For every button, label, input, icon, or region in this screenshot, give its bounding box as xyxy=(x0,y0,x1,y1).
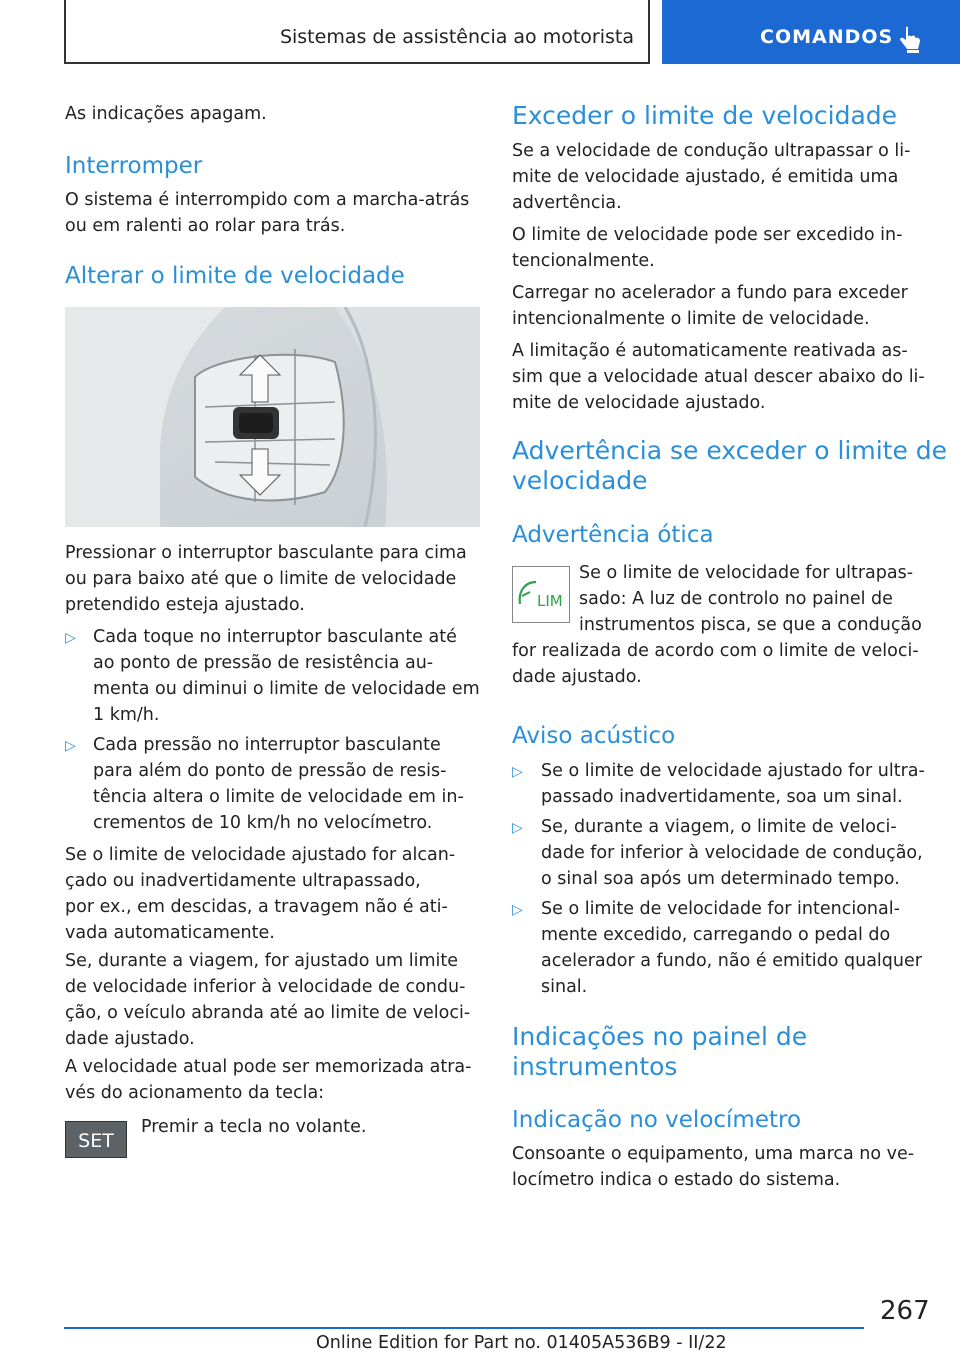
right-bullet3-line-3: acelerador a fundo, não é emitido qualquer xyxy=(541,951,922,971)
otica-line-4: for realizada de acordo com o limite de veloci- xyxy=(512,641,919,661)
page-number: 267 xyxy=(880,1296,930,1326)
alcancado-line-2: çado ou inadvertidamente ultrapassado, xyxy=(65,871,421,891)
heading-exceder: Exceder o limite de velocidade xyxy=(512,101,898,130)
viagem-line-2: de velocidade inferior à velocidade de condu- xyxy=(65,977,466,997)
limitacao-line-1: A limitação é automaticamente reativada as- xyxy=(512,341,908,361)
premir-text: Premir a tecla no volante. xyxy=(141,1117,367,1137)
left-bullet2-line-1: Cada pressão no interruptor basculante xyxy=(93,735,441,755)
exceder-line-2: mite de velocidade ajustado, é emitida uma xyxy=(512,167,899,187)
memorizada-line-1: A velocidade atual pode ser memorizada atra- xyxy=(65,1057,472,1077)
footer-divider xyxy=(64,1327,864,1329)
bullet-triangle-icon: ▷ xyxy=(512,820,523,836)
viagem-line-1: Se, durante a viagem, for ajustado um limite xyxy=(65,951,459,971)
bullet-triangle-icon: ▷ xyxy=(512,902,523,918)
steering-wheel-switch-image xyxy=(65,307,480,527)
heading-velocimetro: Indicação no velocímetro xyxy=(512,1107,802,1133)
left-bullet2-line-2: para além do ponto de pressão de resis- xyxy=(93,761,447,781)
footer-edition-text: Online Edition for Part no. 01405A536B9 - II/22 xyxy=(316,1333,727,1353)
speed-limit-warning-icon xyxy=(512,566,570,623)
consoante-line-2: locímetro indica o estado do sistema. xyxy=(512,1170,841,1190)
consoante-line-1: Consoante o equipamento, uma marca no ve- xyxy=(512,1144,915,1164)
bullet-triangle-icon: ▷ xyxy=(65,630,76,646)
left-bullet1-line-1: Cada toque no interruptor basculante até xyxy=(93,627,457,647)
right-bullet1-line-2: passado inadvertidamente, soa um sinal. xyxy=(541,787,903,807)
set-key-icon xyxy=(65,1121,127,1158)
viagem-line-3: ção, o veículo abranda até ao limite de veloci- xyxy=(65,1003,471,1023)
right-bullet2-line-1: Se, durante a viagem, o limite de veloci- xyxy=(541,817,897,837)
header-section-box xyxy=(64,0,650,64)
left-bullet1-line-3: menta ou diminui o limite de velocidade em xyxy=(93,679,480,699)
otica-line-1: Se o limite de velocidade for ultrapas- xyxy=(579,563,914,583)
intro-text: As indicações apagam. xyxy=(65,104,267,124)
carregar-line-2: intencionalmente o limite de velocidade. xyxy=(512,309,870,329)
viagem-line-4: dade ajustado. xyxy=(65,1029,195,1049)
header-chapter-tab[interactable] xyxy=(662,0,960,64)
right-bullet3-line-2: mente excedido, carregando o pedal do xyxy=(541,925,891,945)
lim-icon-label: LIM xyxy=(537,592,563,610)
heading-acustico: Aviso acústico xyxy=(512,723,676,749)
heading-advertencia-line-1: Advertência se exceder o limite de xyxy=(512,436,948,465)
excedido-line-2: tencionalmente. xyxy=(512,251,655,271)
header-section-title: Sistemas de assistência ao motorista xyxy=(279,26,634,48)
interromper-line-1: O sistema é interrompido com a marcha-atrás xyxy=(65,190,470,210)
pointing-hand-icon xyxy=(898,26,924,54)
heading-advertencia-line-2: velocidade xyxy=(512,466,648,495)
header-chapter-label: COMANDOS xyxy=(760,26,894,48)
exceder-line-1: Se a velocidade de condução ultrapassar o li- xyxy=(512,141,911,161)
bullet-triangle-icon: ▷ xyxy=(65,738,76,754)
exceder-line-3: advertência. xyxy=(512,193,622,213)
left-bullet1-line-4: 1 km/h. xyxy=(93,705,160,725)
alcancado-line-1: Se o limite de velocidade ajustado for alcan- xyxy=(65,845,456,865)
heading-indicacoes-line-2: instrumentos xyxy=(512,1052,678,1081)
left-bullet1-line-2: ao ponto de pressão de resistência au- xyxy=(93,653,434,673)
otica-line-2: sado: A luz de controlo no painel de xyxy=(579,589,893,609)
otica-line-5: dade ajustado. xyxy=(512,667,642,687)
bullet-triangle-icon: ▷ xyxy=(512,764,523,780)
heading-alterar: Alterar o limite de velocidade xyxy=(65,263,405,289)
carregar-line-1: Carregar no acelerador a fundo para exceder xyxy=(512,283,908,303)
otica-line-3: instrumentos pisca, se que a condução xyxy=(579,615,922,635)
alcancado-line-4: vada automaticamente. xyxy=(65,923,275,943)
right-bullet2-line-3: o sinal soa após um determinado tempo. xyxy=(541,869,900,889)
interromper-line-2: ou em ralenti ao rolar para trás. xyxy=(65,216,346,236)
limitacao-line-2: sim que a velocidade atual descer abaixo do li- xyxy=(512,367,925,387)
memorizada-line-2: vés do acionamento da tecla: xyxy=(65,1083,325,1103)
right-bullet3-line-1: Se o limite de velocidade for intencional- xyxy=(541,899,900,919)
pressionar-line-2: ou para baixo até que o limite de velocidade xyxy=(65,569,457,589)
alcancado-line-3: por ex., em descidas, a travagem não é ati- xyxy=(65,897,448,917)
heading-indicacoes-line-1: Indicações no painel de xyxy=(512,1022,808,1051)
pressionar-line-3: pretendido esteja ajustado. xyxy=(65,595,305,615)
left-bullet2-line-3: tência altera o limite de velocidade em in- xyxy=(93,787,464,807)
limitacao-line-3: mite de velocidade ajustado. xyxy=(512,393,766,413)
heading-otica: Advertência ótica xyxy=(512,522,714,548)
heading-interromper: Interromper xyxy=(65,153,203,179)
right-bullet2-line-2: dade for inferior à velocidade de condução, xyxy=(541,843,923,863)
set-key-label: SET xyxy=(78,1130,114,1152)
right-bullet1-line-1: Se o limite de velocidade ajustado for ultra- xyxy=(541,761,925,781)
pressionar-line-1: Pressionar o interruptor basculante para cima xyxy=(65,543,467,563)
right-bullet3-line-4: sinal. xyxy=(541,977,588,997)
left-bullet2-line-4: crementos de 10 km/h no velocímetro. xyxy=(93,813,433,833)
excedido-line-1: O limite de velocidade pode ser excedido in- xyxy=(512,225,903,245)
